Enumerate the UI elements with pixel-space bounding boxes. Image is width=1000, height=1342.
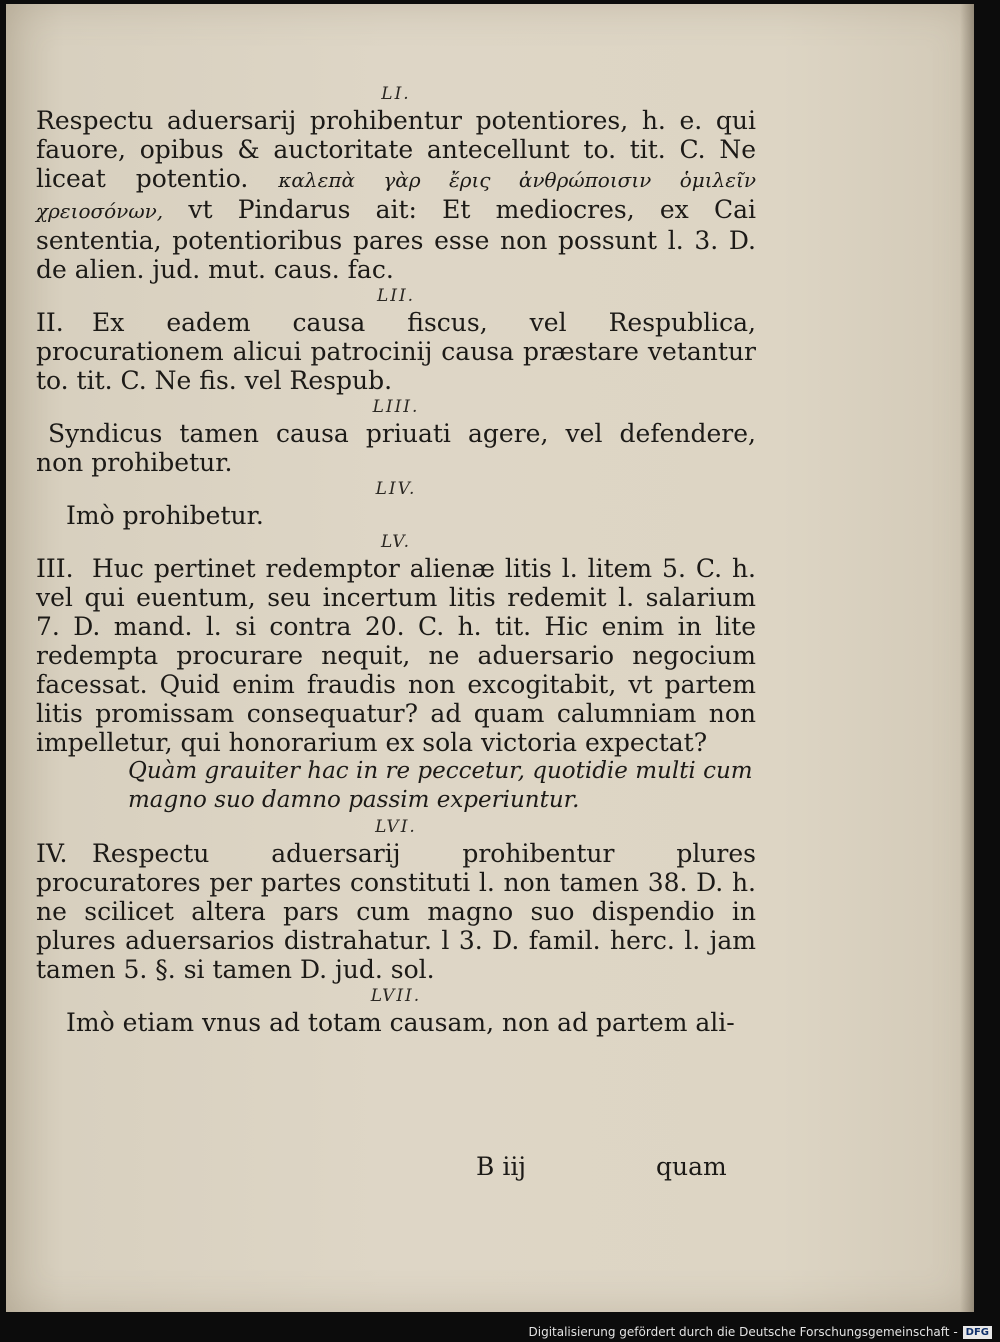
paragraph-label: III. [36, 554, 74, 583]
signature-mark: B iij [476, 1152, 527, 1181]
italic-quote: Quàm grauiter hac in re peccetur, quotidie multi cum magno suo damno passim experiuntur. [128, 758, 753, 813]
paragraph-label: II. [36, 308, 64, 337]
paragraph-text: Respectu aduersarij prohibentur plures procuratores per partes constituti l. non tamen 38. D. h. ne scilicet altera pars cum magno suo dispendio in plures aduersarios distrahatur. l 3. D. famil. herc. l. jam tamen 5. §. si tamen D. jud. sol. [36, 839, 756, 984]
section-number: LIII. [372, 397, 420, 417]
paragraph-text: Huc pertinet redemptor alienæ litis l. litem 5. C. h. vel qui euentum, seu incertum litis redemit l. salarium 7. D. mand. l. si contra 20. C. h. tit. Hic enim in lite redempta procurare nequit, ne aduersario negocium facessat. Quid enim fraudis non excogitabit, vt partem litis promissam consequatur? ad quam calumniam non impelletur, qui honorarium ex sola victoria expectat? [36, 554, 756, 757]
footer-text: Digitalisierung gefördert durch die Deutsche Forschungsgemeinschaft - [528, 1325, 958, 1339]
paragraph-text: Imò etiam vnus ad totam causam, non ad partem ali- [66, 1008, 735, 1037]
page-text [36, 82, 756, 1037]
paragraph [36, 554, 756, 757]
paragraph-text: Respectu aduersarij prohibentur potentiores, h. e. qui fauore, opibus & auctoritate antecellunt to. tit. C. Ne liceat potentio. [36, 106, 756, 193]
section-number: LV. [381, 532, 411, 552]
section-number: LIV. [375, 479, 417, 499]
paragraph [36, 1008, 756, 1037]
paragraph [36, 308, 756, 395]
paragraph [36, 839, 756, 984]
greek-quote: καλεπὰ γὰρ ἔρις ἀνθρώποισιν ὁμιλεῖν χρειοσόνων, [36, 168, 756, 223]
section-number: LI. [381, 84, 411, 104]
paragraph-text-continued: vt Pindarus ait: Et mediocres, ex Cai sententia, potentioribus pares esse non possunt l. 3. D. de alien. jud. mut. caus. fac. [36, 195, 756, 284]
dfg-logo-icon: DFG [963, 1326, 992, 1339]
paragraph-text: Syndicus tamen causa priuati agere, vel defendere, non prohibetur. [36, 419, 756, 477]
section-number: LII. [376, 286, 416, 306]
paragraph [36, 419, 756, 477]
paragraph-text: Ex eadem causa fiscus, vel Respublica, procurationem alicui patrocinij causa præstare vetantur to. tit. C. Ne fis. vel Respub. [36, 308, 756, 395]
catchword: quam [656, 1152, 727, 1181]
paragraph [36, 106, 756, 284]
section-number: LVII. [370, 986, 422, 1006]
book-page [6, 4, 974, 1312]
digitization-footer [529, 1325, 993, 1339]
paragraph-text: Imò prohibetur. [66, 501, 264, 530]
paragraph-label: IV. [36, 839, 68, 868]
section-number: LVI. [375, 817, 417, 837]
paragraph [36, 501, 756, 530]
